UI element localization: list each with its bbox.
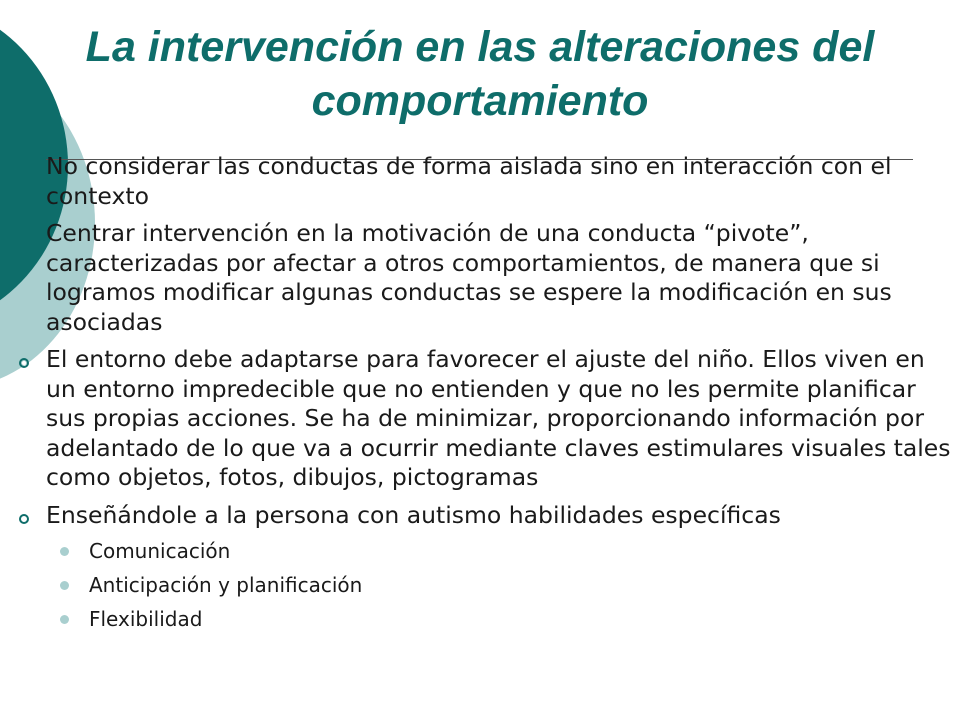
bullet-item (0, 152, 960, 211)
ring-bullet-icon (19, 514, 29, 524)
sub-bullet-item (0, 572, 960, 598)
bullet-text: Enseñándole a la persona con autismo habilidades específicas (46, 500, 781, 529)
bullet-text: Centrar intervención en la motivación de una conducta “pivote”, caracterizadas por afectar a otros comportamientos, de manera que si logramos modificar algunas conductas se espere la modificación en sus asociadas (46, 219, 892, 336)
bullet-item (0, 501, 960, 531)
bullet-item (0, 219, 960, 337)
slide-content (0, 152, 960, 640)
slide-title: La intervención en las alteraciones del comportamiento (85, 23, 875, 125)
dot-bullet-icon (60, 615, 69, 624)
sub-bullet-text: Flexibilidad (89, 607, 203, 631)
sub-bullet-text: Anticipación y planificación (89, 573, 363, 597)
ring-bullet-icon (19, 358, 29, 368)
sub-bullet-list (0, 538, 960, 632)
bullet-item (0, 345, 960, 493)
sub-bullet-item (0, 606, 960, 632)
dot-bullet-icon (60, 581, 69, 590)
bullet-text: El entorno debe adaptarse para favorecer el ajuste del niño. Ellos viven en un entorno impredecible que no entienden y que no les permite planificar sus propias acciones. Se ha de minimizar, proporcionando información por adelantado de lo que va a ocurrir mediante claves estimulares visuales tales como objetos, fotos, dibujos, pictogramas (46, 345, 951, 491)
dot-bullet-icon (60, 547, 69, 556)
bullet-text: No considerar las conductas de forma aislada sino en interacción con el contexto (46, 152, 892, 210)
sub-bullet-item (0, 538, 960, 564)
sub-bullet-text: Comunicación (89, 539, 231, 563)
